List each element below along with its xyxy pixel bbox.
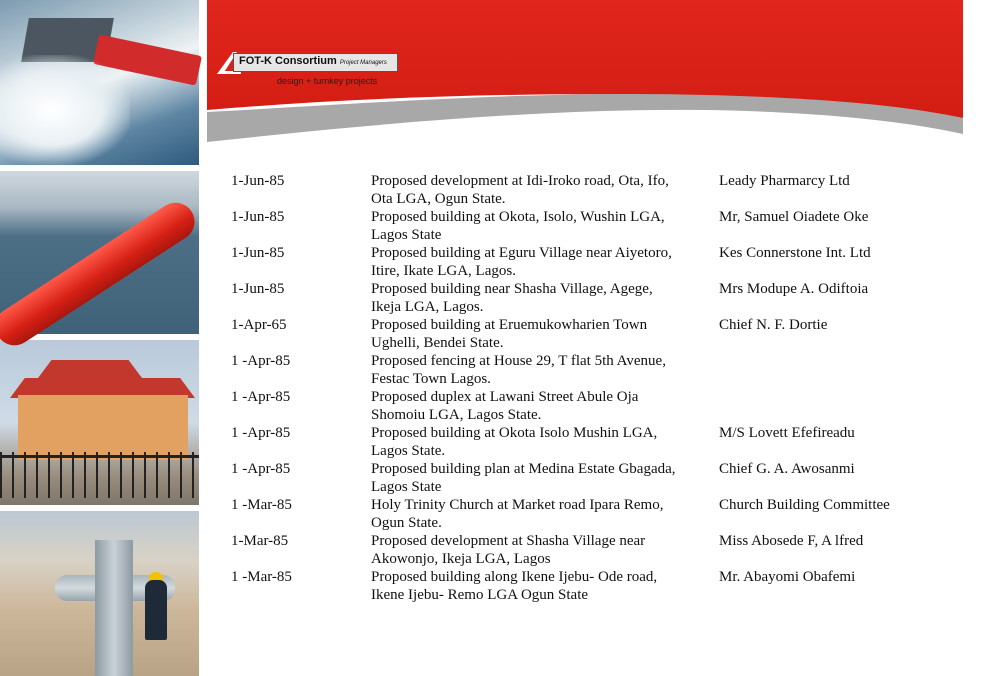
project-description [371, 280, 711, 316]
logo-name [239, 55, 387, 67]
description-line-2: Ogun State. [371, 515, 442, 531]
house-body-shape [18, 395, 188, 460]
description-line-1: Holy Trinity Church at Market road Ipara Remo, [371, 497, 664, 513]
project-date: 1 -Mar-85 [231, 497, 292, 513]
description-line-2: Ughelli, Bendei State. [371, 335, 504, 351]
project-client: Mrs Modupe A. Odiftoia [719, 281, 869, 297]
list-item [231, 244, 941, 280]
project-date: 1 -Mar-85 [231, 569, 292, 585]
project-description [371, 460, 711, 496]
project-date: 1-Mar-85 [231, 533, 289, 549]
description-line-1: Proposed development at Idi-Iroko road, Ota, Ifo, [371, 173, 669, 189]
description-line-1: Proposed building near Shasha Village, Agege, [371, 281, 653, 297]
project-date: 1-Jun-85 [231, 209, 285, 225]
project-date: 1 -Apr-85 [231, 425, 291, 441]
project-description [371, 172, 711, 208]
project-description [371, 532, 711, 568]
description-line-2: Itire, Ikate LGA, Lagos. [371, 263, 516, 279]
project-date: 1 -Apr-85 [231, 461, 291, 477]
project-list [231, 172, 941, 604]
list-item [231, 460, 941, 496]
project-client: Chief G. A. Awosanmi [719, 461, 855, 477]
description-line-2: Lagos State [371, 479, 442, 495]
project-description [371, 424, 711, 460]
project-date: 1 -Apr-85 [231, 353, 291, 369]
description-line-1: Proposed duplex at Lawani Street Abule Oja [371, 389, 639, 405]
list-item [231, 388, 941, 424]
list-item [231, 568, 941, 604]
description-line-1: Proposed fencing at House 29, T flat 5th Avenue, [371, 353, 666, 369]
project-client: Church Building Committee [719, 497, 890, 513]
list-item [231, 352, 941, 388]
logo-tagline: design + turnkey projects [277, 76, 378, 86]
list-item [231, 496, 941, 532]
list-item [231, 280, 941, 316]
list-item [231, 532, 941, 568]
company-logo [215, 50, 400, 90]
wave-spray-shape [0, 55, 130, 165]
description-line-2: Ikene Ijebu- Remo LGA Ogun State [371, 587, 589, 603]
description-line-2: Ota LGA, Ogun State. [371, 191, 506, 207]
list-item [231, 424, 941, 460]
plant-vertical-pipe-shape [95, 540, 133, 676]
worker-shape [145, 580, 167, 640]
project-client: Mr, Samuel Oiadete Oke [719, 209, 869, 225]
project-date: 1 -Apr-85 [231, 389, 291, 405]
project-description [371, 316, 711, 352]
project-client: Kes Connerstone Int. Ltd [719, 245, 871, 261]
project-description [371, 568, 711, 604]
project-date: 1-Jun-85 [231, 245, 285, 261]
project-client: M/S Lovett Efefireadu [719, 425, 855, 441]
project-client: Mr. Abayomi Obafemi [719, 569, 856, 585]
description-line-1: Proposed building at Okota Isolo Mushin LGA, [371, 425, 658, 441]
list-item [231, 172, 941, 208]
list-item [231, 316, 941, 352]
project-description [371, 352, 711, 388]
project-client: Miss Abosede F, A lfred [719, 533, 864, 549]
project-date: 1-Jun-85 [231, 281, 285, 297]
project-date: 1-Jun-85 [231, 173, 285, 189]
description-line-1: Proposed development at Shasha Village near [371, 533, 646, 549]
description-line-1: Proposed building at Okota, Isolo, Wushin LGA, [371, 209, 665, 225]
project-client: Chief N. F. Dortie [719, 317, 828, 333]
fence-shape [0, 452, 199, 498]
list-item [231, 208, 941, 244]
project-description [371, 496, 711, 532]
description-line-1: Proposed building at Eguru Village near Aiyetoro, [371, 245, 672, 261]
project-description [371, 388, 711, 424]
description-line-1: Proposed building along Ikene Ijebu- Ode road, [371, 569, 658, 585]
description-line-1: Proposed building plan at Medina Estate Gbagada, [371, 461, 676, 477]
project-date: 1-Apr-65 [231, 317, 287, 333]
project-description [371, 244, 711, 280]
project-description [371, 208, 711, 244]
logo-name-text: FOT-K Consortium [239, 55, 337, 67]
description-line-2: Shomoiu LGA, Lagos State. [371, 407, 542, 423]
description-line-2: Lagos State [371, 227, 442, 243]
logo-suffix: Project Managers [339, 60, 387, 66]
project-client: Leady Pharmarcy Ltd [719, 173, 850, 189]
description-line-2: Lagos State. [371, 443, 446, 459]
description-line-2: Festac Town Lagos. [371, 371, 491, 387]
photo-column [0, 0, 199, 676]
description-line-2: Akowonjo, Ikeja LGA, Lagos [371, 551, 551, 567]
description-line-1: Proposed building at Eruemukowharien Town [371, 317, 648, 333]
description-line-2: Ikeja LGA, Lagos. [371, 299, 484, 315]
